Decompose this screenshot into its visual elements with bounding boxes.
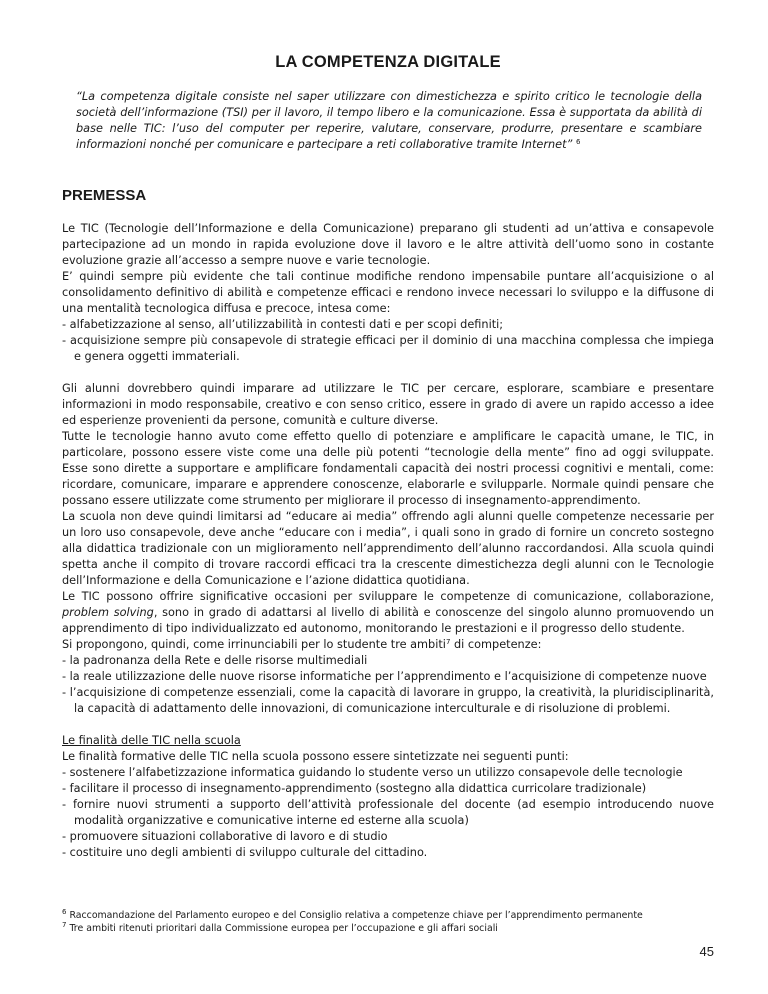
list-item: - costituire uno degli ambienti di sviluppo culturale del cittadino.	[62, 846, 428, 859]
page-title: LA COMPETENZA DIGITALE	[275, 53, 501, 71]
body-text	[62, 221, 714, 861]
text-run: , sono in grado di adattarsi al livello di abilità e conoscenze del singolo alunno promuovendo un apprendimento di tipo individualizzato ed autonomo, monitorando le prestazioni e il progresso dello studente.	[62, 606, 714, 635]
list-item: - acquisizione sempre più consapevole di strategie efficaci per il dominio di una macchina complessa che impiega e genera oggetti immateriali.	[62, 334, 714, 363]
list-item: - la padronanza della Rete e delle risorse multimediali	[62, 654, 368, 667]
bullet-list	[62, 317, 714, 365]
section-title-premessa: PREMESSA	[62, 187, 147, 204]
paragraph: E’ quindi sempre più evidente che tali continue modifiche rendono impensabile puntare all’acquisizione o al consolidamento definitivo di abilità e competenze efficaci e rendono invece necessari lo sviluppo e la diffusone di una mentalità tecnologica diffusa e precoce, intesa come:	[62, 270, 714, 315]
footnote-ref: 7	[445, 638, 451, 646]
list-item: - l’acquisizione di competenze essenziali, come la capacità di lavorare in gruppo, la creatività, la pluridisciplinarità, la capacità di adattamento delle innovazioni, di comunicazione interculturale e di risoluzione di problemi.	[62, 686, 714, 715]
quote-footnote-ref: 6	[575, 138, 581, 146]
paragraph: Tutte le tecnologie hanno avuto come effetto quello di potenziare e amplificare le capacità umane, le TIC, in particolare, possono essere viste come una delle più potenti “tecnologie della mente” fino ad oggi sviluppate. Esse sono dirette a supportare e amplificare fondamentali capacità dei nostri processi cognitivi e mentali, come: ricordare, comunicare, imparare e apprendere conoscenze, elaborarle e svilupparle. Normale quindi pensare che possano essere utilizzate come strumento per migliorare il processo di insegnamento-apprendimento.	[62, 430, 714, 507]
list-item: - facilitare il processo di insegnamento-apprendimento (sostegno alla didattica curricolare tradizionale)	[62, 782, 647, 795]
paragraph: Le finalità formative delle TIC nella scuola possono essere sintetizzate nei seguenti punti:	[62, 750, 569, 763]
list-item: - promuovere situazioni collaborative di lavoro e di studio	[62, 830, 388, 843]
page-number: 45	[699, 944, 714, 959]
paragraph	[62, 589, 714, 637]
footnote-number: 6	[62, 908, 67, 916]
subheading-finalita: Le finalità delle TIC nella scuola	[62, 734, 241, 747]
list-item: - sostenere l’alfabetizzazione informatica guidando lo studente verso un utilizzo consapevole delle tecnologie	[62, 766, 683, 779]
paragraph: Gli alunni dovrebbero quindi imparare ad utilizzare le TIC per cercare, esplorare, scambiare e presentare informazioni in modo responsabile, creativo e con senso critico, essere in grado di avere un rapido accesso a idee ed esperienze provenienti da persone, comunità e culture diverse.	[62, 382, 714, 427]
bullet-list	[62, 765, 714, 861]
epigraph-quote	[76, 89, 702, 153]
paragraph: Le TIC (Tecnologie dell’Informazione e della Comunicazione) preparano gli studenti ad un’attiva e consapevole partecipazione ad un mondo in rapida evoluzione dove il lavoro e le altre attività dell’uomo sono in costante evoluzione grazie all’accesso a sempre nuove e varie tecnologie.	[62, 222, 714, 267]
text-run: di competenze:	[450, 638, 542, 651]
list-item: - alfabetizzazione al senso, all’utilizzabilità in contesti dati e per scopi definiti;	[62, 318, 504, 331]
bullet-list	[62, 653, 714, 717]
text-run: Le TIC possono offrire significative occasioni per sviluppare le competenze di comunicazione, collaborazione,	[62, 590, 714, 603]
paragraph	[62, 637, 714, 653]
footnote-text: Tre ambiti ritenuti prioritari dalla Commissione europea per l’occupazione e gli affari sociali	[69, 923, 498, 934]
quote-text: “La competenza digitale consiste nel saper utilizzare con dimestichezza e spirito critico le tecnologie della società dell’informazione (TSI) per il lavoro, il tempo libero e la comunicazione. Essa è supportata da abilità di base nelle TIC: l’uso del computer per reperire, valutare, conservare, produrre, presentare e scambiare informazioni nonché per comunicare e partecipare a reti collaborative tramite Internet”	[76, 90, 702, 151]
footnote	[62, 909, 714, 922]
footnote-text: Raccomandazione del Parlamento europeo e del Consiglio relativa a competenze chiave per l’apprendimento permanente	[69, 910, 643, 921]
footnotes	[62, 909, 714, 935]
emphasis-text: problem solving	[62, 606, 154, 619]
list-item: - fornire nuovi strumenti a supporto dell’attività professionale del docente (ad esempio introducendo nuove modalità organizzative e comunicative interne ed esterne alla scuola)	[62, 798, 714, 827]
text-run: Si propongono, quindi, come irrinunciabili per lo studente tre ambiti	[62, 638, 446, 651]
footnote	[62, 922, 714, 935]
footnote-number: 7	[62, 921, 67, 929]
list-item: - la reale utilizzazione delle nuove risorse informatiche per l’apprendimento e l’acquisizione di competenze nuove	[62, 670, 707, 683]
paragraph: La scuola non deve quindi limitarsi ad “educare ai media” offrendo agli alunni quelle competenze necessarie per un loro uso consapevole, deve anche “educare con i media”, i quali sono in grado di fornire un concreto sostegno alla didattica tradizionale con un miglioramento nell’apprendimento dell’alunno raccordandosi. Alla scuola quindi spetta anche il compito di trovare raccordi efficaci tra la crescente dimestichezza degli alunni con le Tecnologie dell’Informazione e della Comunicazione e l’azione didattica quotidiana.	[62, 510, 714, 587]
